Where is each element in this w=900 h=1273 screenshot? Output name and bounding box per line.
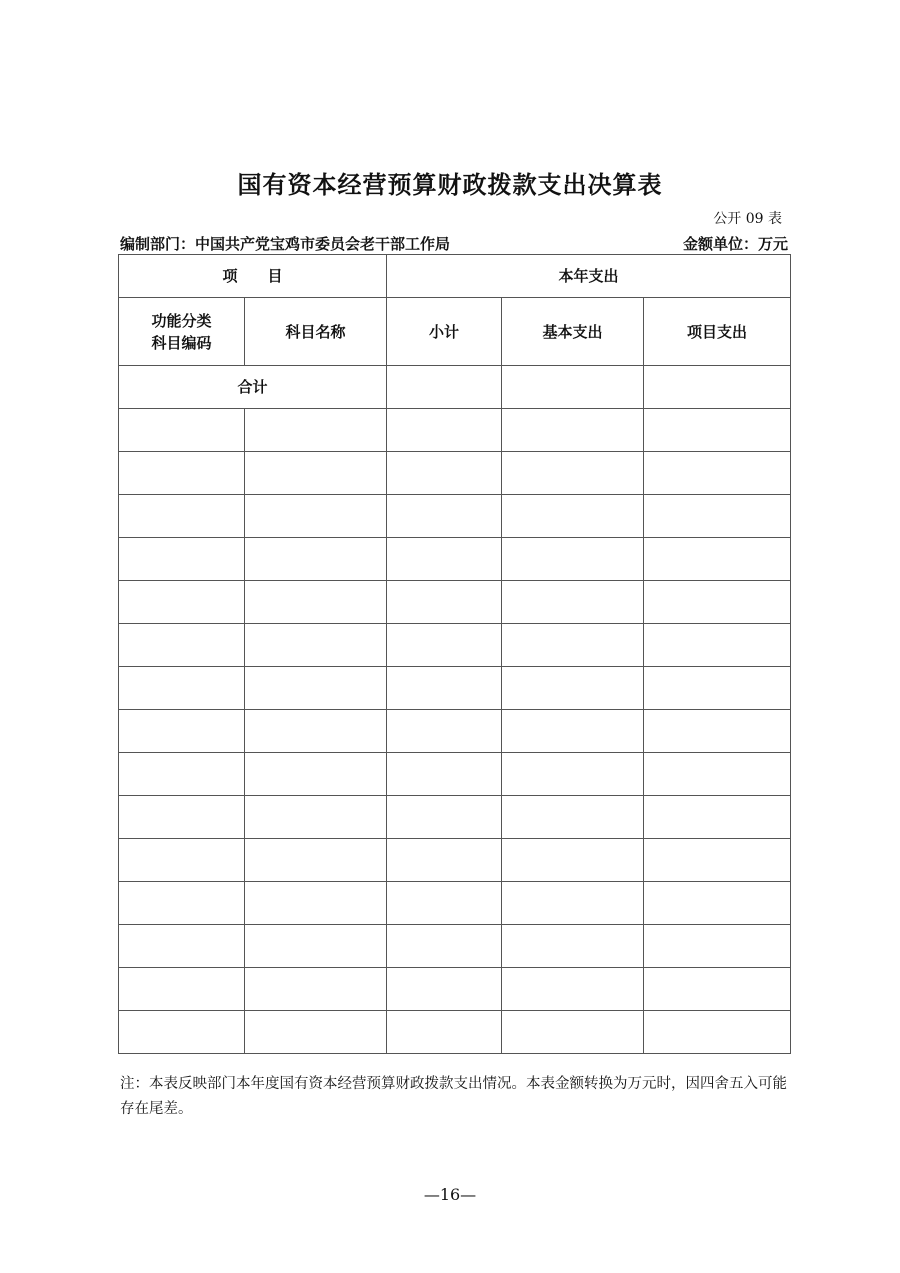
cell-func-code [119, 409, 245, 452]
cell-project [644, 882, 791, 925]
cell-func-code [119, 581, 245, 624]
cell-basic [502, 538, 644, 581]
cell-func-code [119, 1011, 245, 1054]
cell-subject-name [245, 409, 387, 452]
table-row [119, 925, 791, 968]
total-label: 合计 [119, 366, 387, 409]
table-row [119, 495, 791, 538]
cell-subtotal [387, 452, 502, 495]
expenditure-table [118, 254, 791, 1054]
cell-subtotal [387, 710, 502, 753]
cell-subtotal [387, 882, 502, 925]
table-row [119, 1011, 791, 1054]
cell-project [644, 452, 791, 495]
cell-func-code [119, 452, 245, 495]
cell-func-code [119, 538, 245, 581]
cell-project [644, 667, 791, 710]
cell-func-code [119, 839, 245, 882]
cell-project [644, 581, 791, 624]
cell-func-code [119, 796, 245, 839]
cell-basic [502, 753, 644, 796]
cell-subject-name [245, 882, 387, 925]
table-row [119, 667, 791, 710]
cell-func-code [119, 925, 245, 968]
cell-subject-name [245, 839, 387, 882]
cell-subtotal [387, 667, 502, 710]
cell-project [644, 839, 791, 882]
cell-func-code [119, 495, 245, 538]
table-row [119, 839, 791, 882]
header-current-year: 本年支出 [387, 255, 791, 298]
table-row [119, 968, 791, 1011]
footnote: 注：本表反映部门本年度国有资本经营预算财政拨款支出情况。本表金额转换为万元时，因四舍五入可能存在尾差。 [120, 1076, 787, 1117]
cell-subject-name [245, 495, 387, 538]
cell-basic [502, 409, 644, 452]
table-row [119, 409, 791, 452]
cell-subject-name [245, 667, 387, 710]
cell-subtotal [387, 495, 502, 538]
cell-project [644, 1011, 791, 1054]
cell-subject-name [245, 538, 387, 581]
table-row [119, 452, 791, 495]
total-row [119, 366, 791, 409]
cell-subject-name [245, 710, 387, 753]
header-row-1 [119, 255, 791, 298]
cell-basic [502, 1011, 644, 1054]
form-code: 公开 09 表 [713, 211, 782, 227]
cell-subject-name [245, 624, 387, 667]
cell-basic [502, 968, 644, 1011]
cell-subject-name [245, 796, 387, 839]
cell-subtotal [387, 753, 502, 796]
cell-project [644, 538, 791, 581]
cell-subtotal [387, 925, 502, 968]
cell-func-code [119, 624, 245, 667]
cell-basic [502, 925, 644, 968]
cell-subtotal [387, 409, 502, 452]
cell-basic [502, 495, 644, 538]
cell-project [644, 968, 791, 1011]
table-row [119, 710, 791, 753]
cell-project [644, 710, 791, 753]
cell-subject-name [245, 753, 387, 796]
cell-subtotal [387, 839, 502, 882]
cell-func-code [119, 968, 245, 1011]
cell-basic [502, 581, 644, 624]
header-row-2 [119, 298, 791, 366]
cell-subtotal [387, 538, 502, 581]
cell-project [644, 409, 791, 452]
cell-func-code [119, 753, 245, 796]
cell-subject-name [245, 1011, 387, 1054]
total-subtotal [387, 366, 502, 409]
cell-subtotal [387, 968, 502, 1011]
col-subject-name: 科目名称 [245, 298, 387, 366]
cell-subtotal [387, 581, 502, 624]
col-project: 项目支出 [644, 298, 791, 366]
page-number: —16— [423, 1185, 477, 1204]
cell-func-code [119, 710, 245, 753]
table-row [119, 882, 791, 925]
unit-label: 金额单位：万元 [682, 235, 788, 253]
col-func-code-line2: 科目编码 [151, 333, 212, 352]
cell-basic [502, 882, 644, 925]
cell-basic [502, 796, 644, 839]
cell-subtotal [387, 1011, 502, 1054]
cell-project [644, 796, 791, 839]
cell-subtotal [387, 796, 502, 839]
total-project [644, 366, 791, 409]
table-row [119, 581, 791, 624]
cell-basic [502, 452, 644, 495]
cell-basic [502, 710, 644, 753]
cell-func-code [119, 667, 245, 710]
header-item: 项 目 [119, 255, 387, 298]
cell-project [644, 925, 791, 968]
cell-project [644, 753, 791, 796]
cell-subject-name [245, 925, 387, 968]
col-basic: 基本支出 [502, 298, 644, 366]
table-row [119, 538, 791, 581]
cell-subject-name [245, 452, 387, 495]
col-func-code [119, 298, 245, 366]
col-subtotal: 小计 [387, 298, 502, 366]
col-func-code-line1: 功能分类 [151, 311, 212, 330]
page-title: 国有资本经营预算财政拨款支出决算表 [237, 170, 663, 199]
cell-subject-name [245, 581, 387, 624]
table-row [119, 624, 791, 667]
cell-basic [502, 667, 644, 710]
cell-subject-name [245, 968, 387, 1011]
cell-project [644, 624, 791, 667]
total-basic [502, 366, 644, 409]
cell-func-code [119, 882, 245, 925]
cell-basic [502, 839, 644, 882]
department-label: 编制部门：中国共产党宝鸡市委员会老干部工作局 [120, 235, 451, 253]
table-row [119, 796, 791, 839]
cell-project [644, 495, 791, 538]
cell-subtotal [387, 624, 502, 667]
cell-basic [502, 624, 644, 667]
table-row [119, 753, 791, 796]
